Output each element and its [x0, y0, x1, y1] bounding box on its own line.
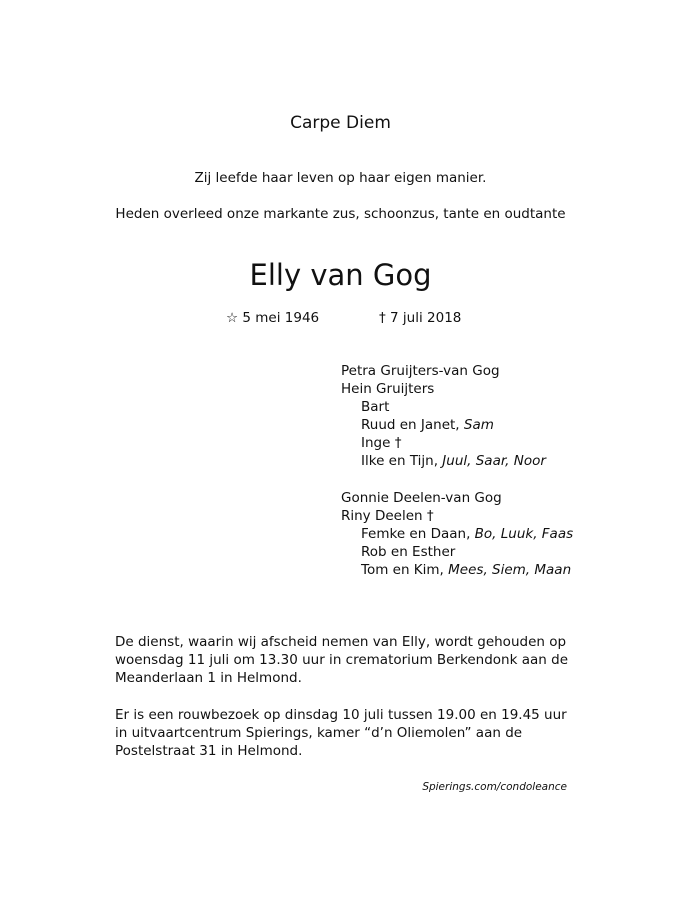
service-line: De dienst, waarin wij afscheid nemen van Elly, wordt gehouden op	[115, 634, 567, 650]
visitation-paragraph	[115, 706, 575, 760]
intro-line-1: Zij leefde haar leven op haar eigen manier.	[194, 170, 487, 186]
birth-date: ☆ 5 mei 1946	[226, 310, 320, 326]
service-paragraph	[115, 633, 575, 687]
death-date: † 7 juli 2018	[379, 310, 462, 326]
motto: Carpe Diem	[290, 113, 391, 133]
family-child: Ruud en Janet, Sam	[361, 417, 494, 433]
family-child: Bart	[361, 399, 390, 415]
family-child: Rob en Esther	[361, 544, 456, 560]
family-group-1	[341, 362, 546, 470]
condolence-link[interactable]: Spierings.com/condoleance	[422, 781, 567, 793]
family-child: Ilke en Tijn, Juul, Saar, Noor	[361, 453, 546, 469]
deceased-name: Elly van Gog	[249, 258, 432, 292]
family-child: Inge †	[361, 435, 402, 451]
family-parent: Petra Gruijters-van Gog	[341, 363, 500, 379]
visitation-line: Postelstraat 31 in Helmond.	[115, 743, 303, 759]
family-child: Tom en Kim, Mees, Siem, Maan	[361, 562, 572, 578]
service-line: Meanderlaan 1 in Helmond.	[115, 670, 302, 686]
family-parent: Gonnie Deelen-van Gog	[341, 490, 502, 506]
visitation-line: Er is een rouwbezoek op dinsdag 10 juli tussen 19.00 en 19.45 uur	[115, 707, 567, 723]
intro-line-2: Heden overleed onze markante zus, schoonzus, tante en oudtante	[115, 206, 566, 222]
visitation-line: in uitvaartcentrum Spierings, kamer “d’n Oliemolen” aan de	[115, 725, 523, 741]
family-parent: Hein Gruijters	[341, 381, 435, 397]
service-line: woensdag 11 juli om 13.30 uur in crematorium Berkendonk aan de	[115, 652, 568, 668]
family-group-2	[341, 489, 573, 579]
family-child: Femke en Daan, Bo, Luuk, Faas	[361, 526, 574, 542]
family-parent: Riny Deelen †	[341, 508, 434, 524]
